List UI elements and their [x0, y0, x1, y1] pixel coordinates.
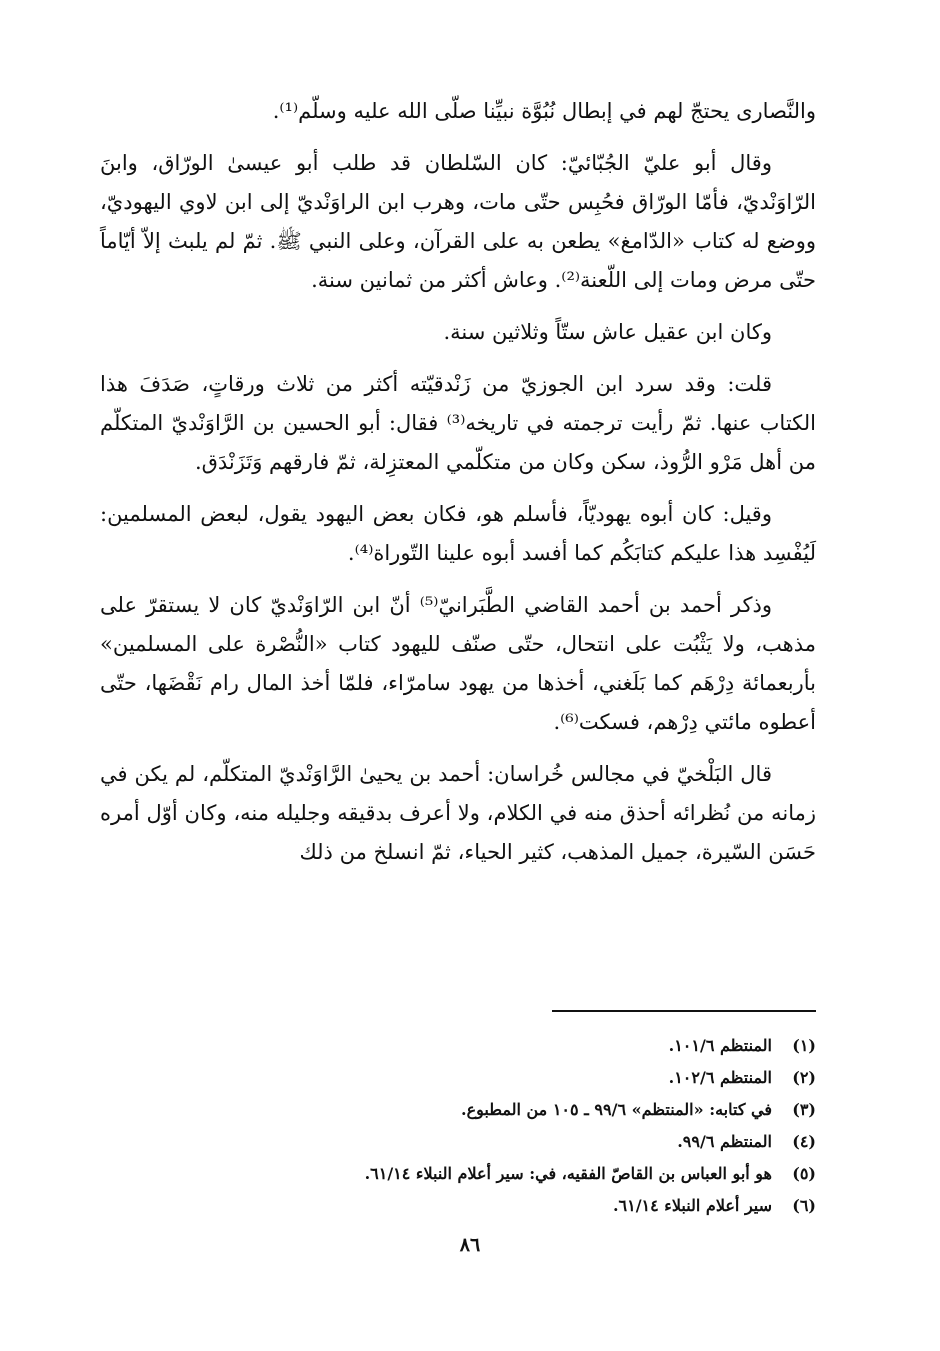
main-text: [100, 92, 816, 885]
paragraph-5: وقيل: كان أبوه يهوديّاً، فأسلم هو، فكان بعض اليهود يقول، لبعض المسلمين: لَيُفْسِد هذا عليكم كتابَكُم كما أفسد أبوه علينا التّوراة⁽⁴⁾.: [100, 502, 816, 565]
footnote-number: (٣): [792, 1100, 816, 1119]
footnote-text: المنتظم ٩٩/٦.: [677, 1132, 772, 1151]
paragraph-3: وكان ابن عقيل عاش ستّاً وثلاثين سنة.: [443, 320, 772, 344]
footnote-separator: [552, 1010, 816, 1012]
footnote-4: [100, 1126, 816, 1158]
footnote-text: المنتظم ١٠٢/٦.: [668, 1068, 772, 1087]
footnote-6: [100, 1190, 816, 1222]
footnotes: [100, 1030, 816, 1222]
footnote-number: (٥): [792, 1164, 816, 1183]
paragraph-2: وقال أبو عليّ الجُبّائيّ: كان السّلطان قد طلب أبو عيسىٰ الورّاق، وابنَ الرّاوَنْديّ، فأمّا الورّاق فحُبِس حتّى مات، وهرب ابن الراوَنْديّ إلى ابن لاوي اليهوديّ، ووضع له كتاب «الدّامغ» يطعن به على القرآن، وعلى النبي ﷺ. ثمّ لم يلبث إلاّ أيّاماً حتّى مرض ومات إلى اللّعنة⁽²⁾. وعاش أكثر من ثمانين سنة.: [100, 151, 816, 292]
footnote-5: [100, 1158, 816, 1190]
footnote-text: في كتابه: «المنتظم» ٩٩/٦ ـ ١٠٥ من المطبوع.: [461, 1100, 772, 1119]
footnote-3: [100, 1094, 816, 1126]
footnote-number: (٤): [792, 1132, 816, 1151]
footnote-1: [100, 1030, 816, 1062]
page-number: ٨٦: [459, 1234, 481, 1256]
footnote-number: (٦): [792, 1196, 816, 1215]
paragraph-1: والنَّصارى يحتجّ لهم في إبطال نُبُوَّة نبيِّنا صلّى الله عليه وسلّم⁽¹⁾.: [272, 99, 816, 123]
footnote-text: سير أعلام النبلاء ٦١/١٤.: [612, 1196, 772, 1215]
footnote-text: المنتظم ١٠١/٦.: [668, 1036, 772, 1055]
paragraph-6: وذكر أحمد بن أحمد القاضي الطَّبَرانيّ⁽⁵⁾ أنّ ابن الرّاوَنْديّ كان لا يستقرّ على مذهب، ولا يَثْبُت على انتحال، حتّى صنّف لليهود كتاب «النُّصْرة على المسلمين» بأربعمائة دِرْهَم كما بَلَغني، أخذها من يهود سامرّاء، فلمّا أخذ المال رام نَقْضَها، حتّى أعطوه مائتي دِرْهم، فسكت⁽⁶⁾.: [100, 593, 816, 734]
footnote-number: (١): [792, 1036, 816, 1055]
footnote-number: (٢): [792, 1068, 816, 1087]
footnote-2: [100, 1062, 816, 1094]
paragraph-4: قلت: وقد سرد ابن الجوزيّ من زَنْدقيّته أكثر من ثلاث ورقاتٍ، صَدَفَ هذا الكتاب عنها. ثمّ رأيت ترجمته في تاريخه⁽³⁾ فقال: أبو الحسين بن الرَّاوَنْديّ المتكلّم من أهل مَرْو الرُّوذ، سكن وكان من متكلّمي المعتزِلة، ثمّ فارقهم وَتَزَنْدَق.: [100, 372, 816, 474]
paragraph-7: قال البَلْخيّ في مجالس خُراسان: أحمد بن يحيىٰ الرَّاوَنْديّ المتكلّم، لم يكن في زمانه من نُظرائه أحذق منه في الكلام، ولا أعرف بدقيقه وجليله منه، وكان أوّل أمره حَسَن السّيرة، جميل المذهب، كثير الحياء، ثمّ انسلخ من ذلك: [100, 762, 816, 864]
footnote-text: هو أبو العباس بن القاصّ الفقيه، في: سير أعلام النبلاء ٦١/١٤.: [364, 1164, 772, 1183]
